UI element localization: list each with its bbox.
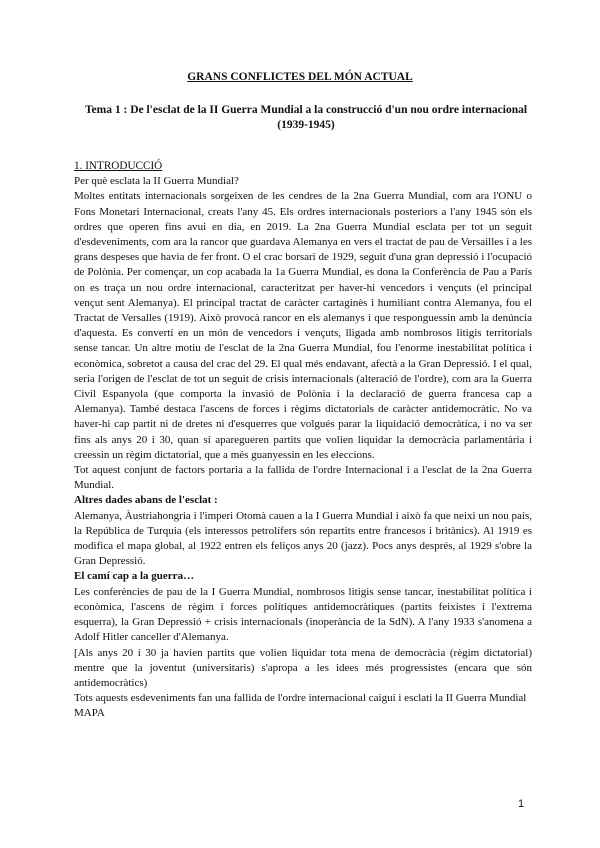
paragraph-other-data: Alemanya, Àustriahongria i l'imperi Otomà cauen a la I Guerra Mundial i això fa que neixi un nou país, la República de Turquia (els interessos petrolífers són repartits entre francesos i britànics). Al 1919 es modifica el mapa global, al 1922 entren els feliços anys 20 (jazz). Pocs anys després, al 1929 s'obre la Gran Depressió.: [74, 509, 532, 568]
heading-road-to-war: El camí cap a la guerra…: [74, 570, 195, 583]
paragraph-road-to-war: Les conferències de pau de la I Guerra Mundial, nombrosos litigis sense tancar, inestabilitat política i econòmica, l'ascens de règim i forces polítiques antidemocràtiques (partits feixistes i l'extrema esquerra), la Gran Depressió + crisis internacionals (inoperància de la SdN). A l'any 1933 s'anomena a Adolf Hitler canceller d'Alemanya.: [74, 585, 532, 644]
paragraph-summary: Tots aquests esdeveniments fan una fallida de l'ordre internacional caigui i esclati la II Guerra Mundial: [74, 692, 527, 705]
paragraph-conclusion: Tot aquest conjunt de factors portaria a la fallida de l'ordre Internacional i a l'esclat de la 2na Guerra Mundial.: [74, 464, 532, 492]
document-subtitle: Tema 1 : De l'esclat de la II Guerra Mundial a la construcció d'un nou ordre internacional (1939-1945): [84, 104, 528, 131]
document-body: [74, 159, 532, 722]
page-number: 1: [518, 798, 525, 810]
intro-question: Per què esclata la II Guerra Mundial?: [74, 175, 239, 188]
paragraph-causes: Moltes entitats internacionals sorgeixen de les cendres de la 2na Guerra Mundial, com ara l'ONU o Fons Monetari Internacional, creats l'any 45. Els ordres internacionals posteriors a l'any 1945 són els ordres que operen fins avui en dia, en 2019. La 2na Guerra Mundial esclata per tot un seguit d'esdeveniments, com ara la rancor que guardava Alemanya en vers el tractat de pau de Versailles i a les grans despeses que havia de fer front. O el crac borsari de 1929, seguit d'una gran depressió i l'ocupació de Polònia. Per començar, un cop acabada la 1a Guerra Mundial, es dona la Conferència de Pau a París on es traça un nou ordre internacional, caracteritzat per haver-hi vencedors i vençuts (el principal vençut sent Alemanya). El principal tractat de caràcter cartaginès i humiliant contra Alemanya, fou el Tractat de Versalles (1919). Això provocà rancor en els alemanys i que responguessin amb la denúncia d'aquesta. Es convertí en un món de vencedors i vençuts, lligada amb nombrosos litigis territorials sense tancar. Un altre motiu de l'esclat de la 2na Guerra Mundial, fou l'enorme inestabilitat política i econòmica, sobretot a causa del crac del 29. El qual més endavant, afectà a la Gran Depressió. I el qual, seria l'origen de l'esclat de tot un seguit de crisis internacionals (alteració de l'ordre), com ara la Guerra Civil Espanyola (que comporta la invasió de Polònia i la declaració de guerra francesa cap a Alemanya). També destaca l'ascens de forces i règims dictatorials de caràcter antidemocràtic. No va haver-hi cap partit ni de dretes ni d'esquerres que volgués parar la liquidació democràtica, i no va ser fins als anys 20 i 30, quan sí aparegueren partits que volien liquidar la democràcia parlamentària i creessin un règim dictatorial, que a més guanyessin en les eleccions.: [74, 190, 532, 461]
paragraph-bracket-note: [Als anys 20 i 30 ja havien partits que volien liquidar tota mena de democràcia (règim dictatorial) mentre que la joventut (universitaris) s'apropa a les idees més progressistes (encara que són antidemocràtics): [74, 646, 532, 689]
map-label: MAPA: [74, 707, 105, 720]
section-heading: 1. INTRODUCCIÓ: [74, 160, 163, 172]
document-title: GRANS CONFLICTES DEL MÓN ACTUAL: [187, 71, 413, 83]
heading-other-data: Altres dades abans de l'esclat :: [74, 494, 218, 507]
